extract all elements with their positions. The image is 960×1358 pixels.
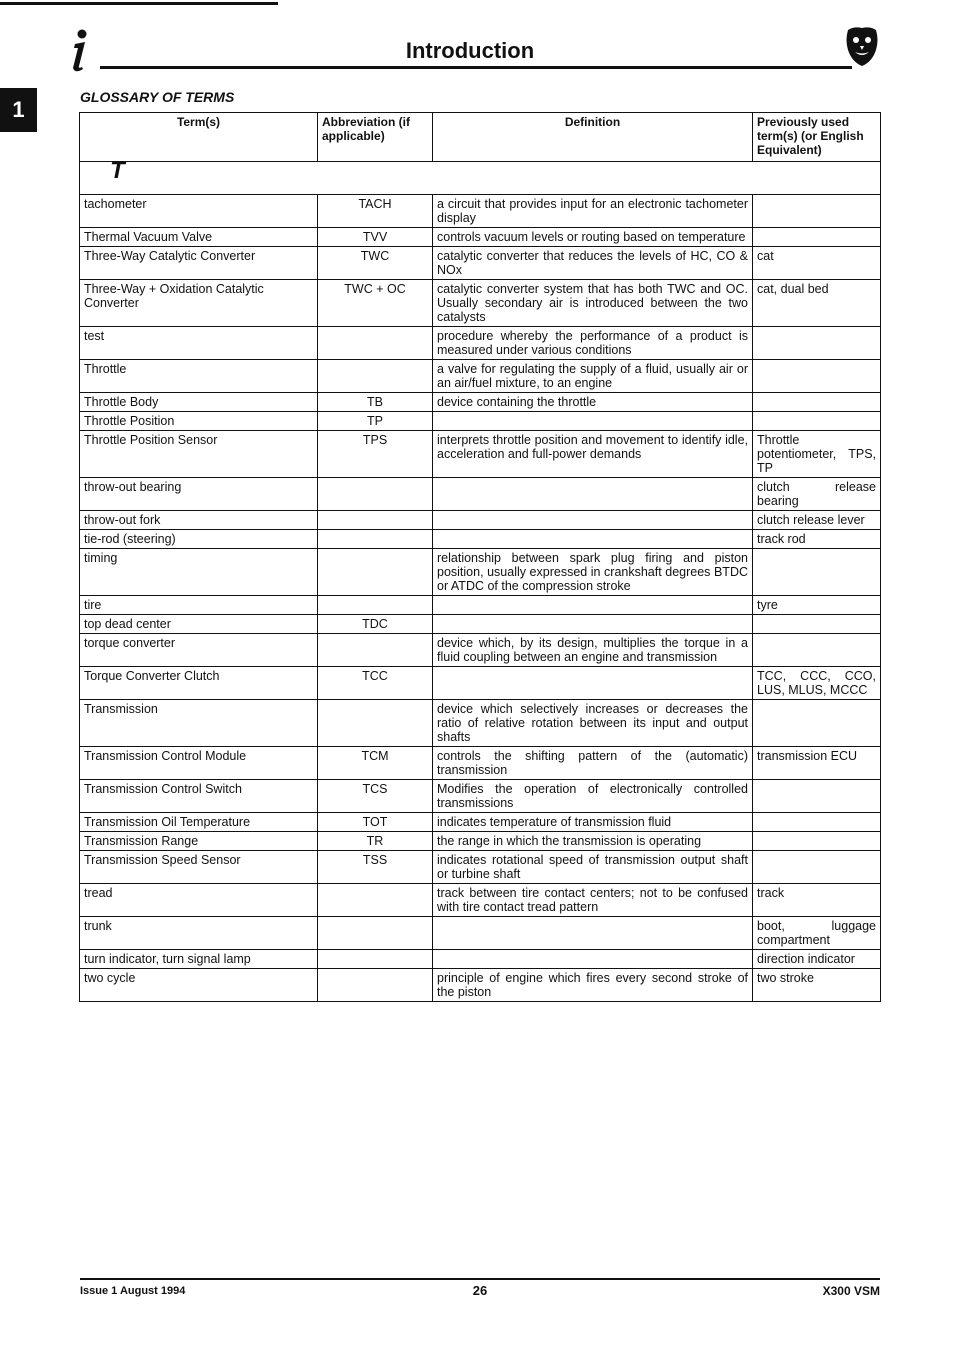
definition-cell: track between tire contact centers; not to be confused with tire contact tread pattern <box>433 884 753 917</box>
abbreviation-cell: TCS <box>318 780 433 813</box>
previous-term-cell: transmission ECU <box>753 747 881 780</box>
definition-column-header: Definition <box>433 113 753 162</box>
table-row <box>80 950 881 969</box>
section-tab: 1 <box>0 88 37 132</box>
definition-cell: catalytic converter system that has both TWC and OC. Usually secondary air is introduced between the two catalysts <box>433 280 753 327</box>
previous-term-cell: direction indicator <box>753 950 881 969</box>
definition-cell: controls the shifting pattern of the (automatic) transmission <box>433 747 753 780</box>
previous-term-cell <box>753 549 881 596</box>
table-row <box>80 667 881 700</box>
page-footer <box>80 1278 880 1298</box>
table-row <box>80 780 881 813</box>
definition-cell: controls vacuum levels or routing based on temperature <box>433 228 753 247</box>
table-row <box>80 478 881 511</box>
definition-cell <box>433 596 753 615</box>
abbreviation-cell: TACH <box>318 195 433 228</box>
abbreviation-cell <box>318 917 433 950</box>
definition-cell: device which selectively increases or decreases the ratio of relative rotation between its input and output shafts <box>433 700 753 747</box>
definition-cell <box>433 478 753 511</box>
abbreviation-cell <box>318 596 433 615</box>
table-row <box>80 596 881 615</box>
term-cell: Transmission Range <box>80 832 318 851</box>
definition-cell: a circuit that provides input for an electronic tachometer display <box>433 195 753 228</box>
term-cell: throw-out bearing <box>80 478 318 511</box>
abbreviation-cell <box>318 511 433 530</box>
term-cell: Three-Way Catalytic Converter <box>80 247 318 280</box>
definition-cell: principle of engine which fires every second stroke of the piston <box>433 969 753 1002</box>
term-cell: Transmission Control Module <box>80 747 318 780</box>
table-row <box>80 851 881 884</box>
previous-term-cell <box>753 327 881 360</box>
top-rule <box>0 2 278 5</box>
term-cell: Transmission Speed Sensor <box>80 851 318 884</box>
previous-term-cell: cat <box>753 247 881 280</box>
previous-term-cell: track rod <box>753 530 881 549</box>
previous-term-cell: two stroke <box>753 969 881 1002</box>
abbreviation-cell <box>318 327 433 360</box>
abbreviation-cell <box>318 360 433 393</box>
table-row <box>80 969 881 1002</box>
glossary-table <box>79 112 881 1002</box>
definition-cell: interprets throttle position and movement to identify idle, acceleration and full-power demands <box>433 431 753 478</box>
abbreviation-cell: TSS <box>318 851 433 884</box>
abbreviation-cell <box>318 950 433 969</box>
table-row <box>80 327 881 360</box>
table-row <box>80 247 881 280</box>
document-code: X300 VSM <box>822 1284 880 1298</box>
previous-term-cell: boot, luggage compartment <box>753 917 881 950</box>
abbreviation-cell <box>318 700 433 747</box>
term-cell: throw-out fork <box>80 511 318 530</box>
footer-rule <box>80 1278 880 1280</box>
table-row <box>80 360 881 393</box>
term-column-header: Term(s) <box>80 113 318 162</box>
table-row <box>80 530 881 549</box>
definition-cell <box>433 950 753 969</box>
term-cell: Thermal Vacuum Valve <box>80 228 318 247</box>
page-number: 26 <box>472 1283 488 1298</box>
table-row <box>80 431 881 478</box>
previous-term-cell <box>753 360 881 393</box>
term-cell: top dead center <box>80 615 318 634</box>
previous-term-cell <box>753 615 881 634</box>
definition-cell: catalytic converter that reduces the levels of HC, CO & NOx <box>433 247 753 280</box>
term-cell: two cycle <box>80 969 318 1002</box>
definition-cell <box>433 511 753 530</box>
previous-term-cell: tyre <box>753 596 881 615</box>
previous-term-cell <box>753 700 881 747</box>
previous-term-cell: clutch release bearing <box>753 478 881 511</box>
definition-cell: procedure whereby the performance of a product is measured under various conditions <box>433 327 753 360</box>
previous-term-cell <box>753 195 881 228</box>
previous-term-cell: track <box>753 884 881 917</box>
table-row <box>80 615 881 634</box>
abbreviation-cell <box>318 969 433 1002</box>
previous-term-cell <box>753 393 881 412</box>
term-cell: trunk <box>80 917 318 950</box>
abbreviation-cell: TWC + OC <box>318 280 433 327</box>
term-cell: Transmission Oil Temperature <box>80 813 318 832</box>
definition-cell: a valve for regulating the supply of a fluid, usually air or an air/fuel mixture, to an engine <box>433 360 753 393</box>
definition-cell: Modifies the operation of electronically controlled transmissions <box>433 780 753 813</box>
abbreviation-cell: TDC <box>318 615 433 634</box>
table-row <box>80 634 881 667</box>
term-cell: turn indicator, turn signal lamp <box>80 950 318 969</box>
term-cell: tire <box>80 596 318 615</box>
definition-cell: device containing the throttle <box>433 393 753 412</box>
previous-term-cell <box>753 851 881 884</box>
abbreviation-cell <box>318 530 433 549</box>
term-cell: Throttle Position <box>80 412 318 431</box>
term-cell: Three-Way + Oxidation Catalytic Converter <box>80 280 318 327</box>
table-row <box>80 700 881 747</box>
table-row <box>80 917 881 950</box>
term-cell: Throttle Position Sensor <box>80 431 318 478</box>
abbreviation-column-header: Abbreviation (if applicable) <box>318 113 433 162</box>
table-row <box>80 393 881 412</box>
abbreviation-cell: TR <box>318 832 433 851</box>
letter-heading: T <box>80 162 881 195</box>
table-row <box>80 884 881 917</box>
definition-cell: indicates rotational speed of transmission output shaft or turbine shaft <box>433 851 753 884</box>
term-cell: timing <box>80 549 318 596</box>
definition-cell <box>433 667 753 700</box>
section-title: GLOSSARY OF TERMS <box>80 89 235 105</box>
definition-cell <box>433 412 753 431</box>
table-header-row <box>80 113 881 162</box>
term-cell: Throttle <box>80 360 318 393</box>
term-cell: test <box>80 327 318 360</box>
table-row <box>80 280 881 327</box>
definition-cell <box>433 615 753 634</box>
previous-term-cell: cat, dual bed <box>753 280 881 327</box>
previous-term-cell: clutch release lever <box>753 511 881 530</box>
definition-cell: indicates temperature of transmission fluid <box>433 813 753 832</box>
previous-term-cell <box>753 780 881 813</box>
page-header <box>60 24 880 72</box>
previous-term-cell: Throttle potentiometer, TPS, TP <box>753 431 881 478</box>
abbreviation-cell: TCC <box>318 667 433 700</box>
issue-date: Issue 1 August 1994 <box>80 1285 186 1297</box>
header-rule <box>100 66 852 69</box>
definition-cell: relationship between spark plug firing and piston position, usually expressed in crankshaft degrees BTDC or ATDC of the compression stroke <box>433 549 753 596</box>
definition-cell: device which, by its design, multiplies the torque in a fluid coupling between an engine and transmission <box>433 634 753 667</box>
definition-cell: the range in which the transmission is operating <box>433 832 753 851</box>
term-cell: tie-rod (steering) <box>80 530 318 549</box>
previous-term-column-header: Previously used term(s) (or English Equivalent) <box>753 113 881 162</box>
table-row <box>80 832 881 851</box>
term-cell: Torque Converter Clutch <box>80 667 318 700</box>
abbreviation-cell <box>318 884 433 917</box>
abbreviation-cell: TB <box>318 393 433 412</box>
term-cell: Transmission <box>80 700 318 747</box>
table-row <box>80 511 881 530</box>
definition-cell <box>433 530 753 549</box>
term-cell: tachometer <box>80 195 318 228</box>
abbreviation-cell <box>318 478 433 511</box>
abbreviation-cell: TVV <box>318 228 433 247</box>
page-title: Introduction <box>405 38 535 63</box>
jaguar-logo-icon <box>844 24 880 68</box>
table-row <box>80 813 881 832</box>
table-row <box>80 228 881 247</box>
abbreviation-cell: TWC <box>318 247 433 280</box>
previous-term-cell <box>753 813 881 832</box>
previous-term-cell <box>753 228 881 247</box>
abbreviation-cell <box>318 549 433 596</box>
term-cell: Transmission Control Switch <box>80 780 318 813</box>
previous-term-cell: TCC, CCC, CCO, LUS, MLUS, MCCC <box>753 667 881 700</box>
table-row <box>80 195 881 228</box>
table-row <box>80 549 881 596</box>
abbreviation-cell <box>318 634 433 667</box>
table-row <box>80 747 881 780</box>
term-cell: torque converter <box>80 634 318 667</box>
term-cell: Throttle Body <box>80 393 318 412</box>
letter-heading-row <box>80 162 881 195</box>
previous-term-cell <box>753 634 881 667</box>
previous-term-cell <box>753 832 881 851</box>
previous-term-cell <box>753 412 881 431</box>
definition-cell <box>433 917 753 950</box>
table-row <box>80 412 881 431</box>
abbreviation-cell: TP <box>318 412 433 431</box>
abbreviation-cell: TCM <box>318 747 433 780</box>
abbreviation-cell: TOT <box>318 813 433 832</box>
abbreviation-cell: TPS <box>318 431 433 478</box>
term-cell: tread <box>80 884 318 917</box>
